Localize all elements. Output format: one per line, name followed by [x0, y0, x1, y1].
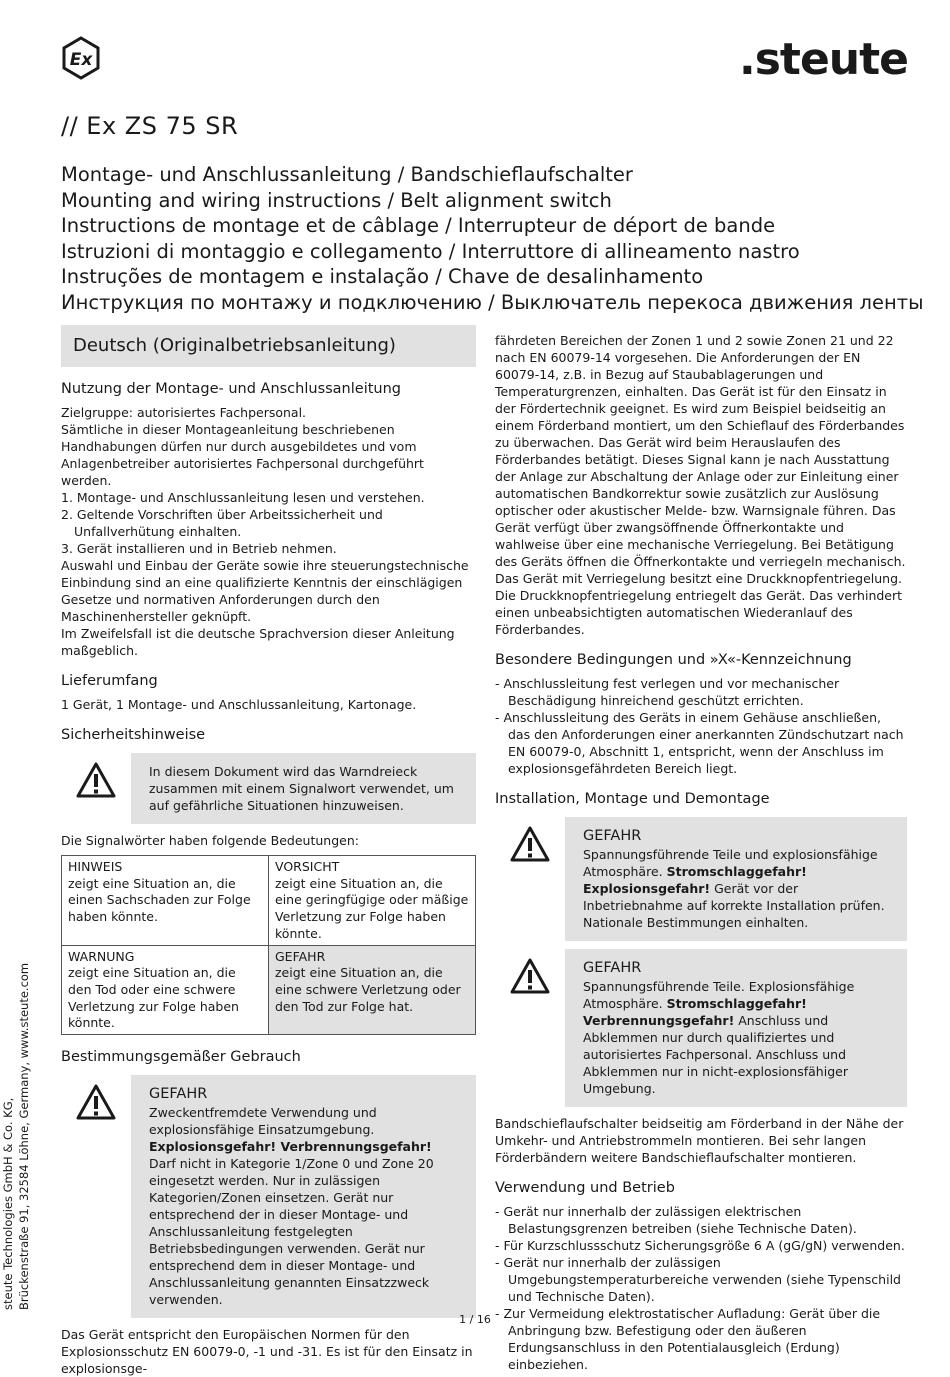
signal-meaning: zeigt eine Situation an, die den Tod oder eine schwere Verletzung zur Folge haben könnte.: [68, 965, 239, 1031]
address-line: Brückenstraße 91, 32584 Löhne, Germany, www.steute.com: [17, 962, 31, 1310]
subtitle-it: Istruzioni di montaggio e collegamento / Interruttore di allineamento nastro: [61, 239, 800, 263]
usage-heading: Nutzung der Montage- und Anschlussanleitung: [61, 381, 401, 397]
special-conditions-heading: Besondere Bedingungen und »X«-Kennzeichnung: [495, 652, 852, 668]
danger-text-part: Zweckentfremdete Verwendung und explosionsfähige Einsatzumgebung.: [149, 1105, 377, 1138]
page-number: 1 / 16: [459, 1313, 491, 1326]
operation-item: - Zur Vermeidung elektrostatischer Aufladung: Gerät über die Anbringung bzw. Befestigung oder den äußeren Erdungsanschluss in den Potentialausgleich (Erdung) einbeziehen.: [495, 1306, 881, 1372]
table-row: [62, 856, 476, 946]
signal-word: VORSICHT: [275, 859, 340, 874]
steute-brand-logo: .steute: [739, 34, 908, 85]
right-column: [495, 332, 907, 1373]
subtitle-list: [61, 162, 924, 315]
danger-bold: Stromschlaggefahr! Explosionsgefahr!: [583, 864, 807, 896]
signal-word: GEFAHR: [275, 948, 326, 964]
installation-text: Bandschieflaufschalter beidseitig am Förderband in der Nähe der Umkehr- und Antriebstrommeln montieren. Bei sehr langen Förderbändern weitere Bandschieflaufschalter montieren.: [495, 1116, 904, 1165]
danger-title: GEFAHR: [583, 828, 642, 844]
warning-triangle-icon: [495, 817, 565, 863]
safety-note-box: [131, 753, 476, 824]
delivery-text: 1 Gerät, 1 Montage- und Anschlussanleitung, Kartonage.: [61, 697, 417, 712]
subtitle-en: Mounting and wiring instructions / Belt alignment switch: [61, 188, 612, 212]
company-line: steute Technologies GmbH & Co. KG,: [1, 1097, 15, 1310]
language-box: Deutsch (Originalbetriebsanleitung): [61, 325, 476, 367]
ex-hexagon-logo: [59, 36, 103, 80]
danger-text-part: Spannungsführende Teile und explosionsfähige Atmosphäre.: [583, 847, 878, 879]
danger-text-part: Anschluss und Abklemmen nur durch qualifiziertes und autorisiertes Fachpersonal. Anschluss und Abklemmen nur in nicht-explosionsfähiger Umgebung.: [583, 1013, 848, 1096]
danger-box: [131, 1075, 476, 1318]
table-cell: [62, 945, 269, 1035]
signal-meaning: zeigt eine Situation an, die einen Sachschaden zur Folge haben könnte.: [68, 875, 251, 925]
safety-heading: Sicherheitshinweise: [61, 727, 206, 743]
usage-step: 2. Geltende Vorschriften über Arbeitssicherheit und Unfallverhütung einhalten.: [61, 507, 383, 539]
signal-word-table: [61, 855, 476, 1035]
danger-title: GEFAHR: [583, 960, 642, 976]
usage-line: Sämtliche in dieser Montageanleitung beschriebenen Handhabungen dürfen nur durch ausgebildetes und vom Anlagenbetreiber autorisiertes Fachpersonal durchgeführt werden.: [61, 422, 424, 488]
danger-bold: Stromschlaggefahr! Verbrennungsgefahr!: [583, 996, 807, 1028]
safety-note: [61, 753, 476, 824]
danger-text-part: Gerät vor der Inbetriebnahme auf korrekte Installation prüfen. Nationale Bestimmungen einhalten.: [583, 881, 885, 930]
company-address: [0, 963, 32, 1310]
signal-meaning: zeigt eine Situation an, die eine geringfügige oder mäßige Verletzung zur Folge haben könnte.: [275, 875, 469, 941]
danger-text-part: Darf nicht in Kategorie 1/Zone 0 und Zone 20 eingesetzt werden. Nur in zulässigen Kategorien/Zonen einsetzen. Gerät nur entsprechend der in dieser Montage- und Anschlussanleitung festgelegten Betriebsbedingungen verwenden. Gerät nur entsprechend dem in dieser Montage- und Anschlussanleitung genannten Einsatzzweck verwenden.: [149, 1156, 434, 1308]
subtitle-de: Montage- und Anschlussanleitung / Bandschieflaufschalter: [61, 163, 633, 186]
usage-step: 3. Gerät installieren und in Betrieb nehmen.: [61, 541, 337, 556]
table-row: [62, 945, 476, 1035]
operation-heading: Verwendung und Betrieb: [495, 1180, 675, 1196]
document-title: // Ex ZS 75 SR: [61, 112, 239, 140]
table-cell: [269, 945, 476, 1035]
danger-text: [149, 1104, 458, 1308]
danger-text-part: Spannungsführende Teile. Explosionsfähige Atmosphäre.: [583, 979, 855, 1011]
subtitle-fr: Instructions de montage et de câblage / Interrupteur de déport de bande: [61, 214, 776, 237]
left-column: [61, 325, 476, 1377]
warning-triangle-icon: [495, 949, 565, 995]
svg-text:Ex: Ex: [69, 50, 93, 70]
usage-step: 1. Montage- und Anschlussanleitung lesen und verstehen.: [61, 490, 425, 505]
danger-text: [583, 978, 889, 1097]
signal-intro: Die Signalwörter haben folgende Bedeutungen:: [61, 833, 359, 848]
delivery-heading: Lieferumfang: [61, 673, 158, 689]
danger-note: [495, 817, 907, 941]
danger-note: [495, 949, 907, 1107]
warning-triangle-icon: [61, 753, 131, 799]
table-cell: [62, 856, 269, 946]
safety-note-text: In diesem Dokument wird das Warndreieck zusammen mit einem Signalwort verwendet, um auf gefährliche Situationen hinzuweisen.: [149, 764, 454, 813]
special-item: - Anschlussleitung des Geräts in einem Gehäuse anschließen, das den Anforderungen einer anerkannten Zündschutzart nach EN 60079-0, Abschnitt 1, entspricht, wenn der Anschluss im explosionsgefährdeten Bereich liegt.: [495, 710, 904, 776]
danger-box: [565, 949, 907, 1107]
signal-word: HINWEIS: [68, 859, 123, 874]
signal-meaning: zeigt eine Situation an, die eine schwere Verletzung oder den Tod zur Folge hat.: [275, 965, 461, 1014]
danger-box: [565, 817, 907, 941]
danger-bold: Explosionsgefahr! Verbrennungsgefahr!: [149, 1139, 432, 1155]
danger-title: GEFAHR: [149, 1086, 208, 1103]
special-item: - Anschlussleitung fest verlegen und vor mechanischer Beschädigung hinreichend geschützt errichten.: [495, 676, 840, 708]
operation-item: - Gerät nur innerhalb der zulässigen elektrischen Belastungsgrenzen betreiben (siehe Technische Daten).: [495, 1204, 857, 1236]
danger-note: [61, 1075, 476, 1318]
installation-heading: Installation, Montage und Demontage: [495, 791, 770, 807]
subtitle-pt: Instruções de montagem e instalação / Chave de desalinhamento: [61, 265, 704, 288]
usage-line: Auswahl und Einbau der Geräte sowie ihre steuerungstechnische Einbindung sind an eine qualifizierte Kenntnis der einschlägigen Gesetze und normativen Anforderungen durch den Maschinenhersteller geknüpft.: [61, 558, 469, 624]
usage-line: Im Zweifelsfall ist die deutsche Sprachversion dieser Anleitung maßgeblich.: [61, 626, 455, 658]
warning-triangle-icon: [61, 1075, 131, 1121]
table-cell: [269, 856, 476, 946]
danger-text: [583, 846, 889, 931]
operation-item: - Gerät nur innerhalb der zulässigen Umgebungstemperaturbereiche verwenden (siehe Typenschild und Technische Daten).: [495, 1255, 901, 1304]
intended-use-heading: Bestimmungsgemäßer Gebrauch: [61, 1049, 301, 1066]
continued-text: fährdeten Bereichen der Zonen 1 und 2 sowie Zonen 21 und 22 nach EN 60079-14 vorgesehen. Die Anforderungen der EN 60079-14, z.B. in Bezug auf Staubablagerungen und Temperaturgrenzen, einhalten. Das Gerät ist für den Einsatz in der Fördertechnik geeignet. Es wird zum Beispiel beidseitig an einem Förderband montiert, um den Schieflauf des Förderbandes zu überwachen. Das Gerät wird beim Herauslaufen des Förderbandes betätigt. Dieses Signal kann je nach Ausstattung der Anlage zur Abschaltung der Anlage oder zur Einleitung einer automatischen Bandkorrektur sowie zusätzlich zur Auslösung optischer oder akustischer Melde- bzw. Warnsignale führen. Das Gerät verfügt über zwangsöffnende Öffnerkontakte und wahlweise über eine mechanische Verriegelung. Bei Betätigung des Geräts öffnen die Öffnerkontakte und verriegeln mechanisch. Das Gerät mit Verriegelung besitzt eine Druckknopfentriegelung. Die Druckknopfentriegelung entriegelt das Gerät. Das verhindert einen unbeabsichtigten automatischen Wiederanlauf des Förderbandes.: [495, 333, 906, 637]
usage-line: Zielgruppe: autorisiertes Fachpersonal.: [61, 405, 307, 420]
signal-word: WARNUNG: [68, 948, 135, 964]
operation-item: - Für Kurzschlussschutz Sicherungsgröße 6 A (gG/gN) verwenden.: [495, 1238, 905, 1253]
subtitle-ru: Инструкция по монтажу и подключению / Выключатель перекоса движения ленты: [61, 290, 924, 314]
norms-text: Das Gerät entspricht den Europäischen Normen für den Explosionsschutz EN 60079-0, -1 und -31. Es ist für den Einsatz in explosionsge-: [61, 1327, 473, 1377]
